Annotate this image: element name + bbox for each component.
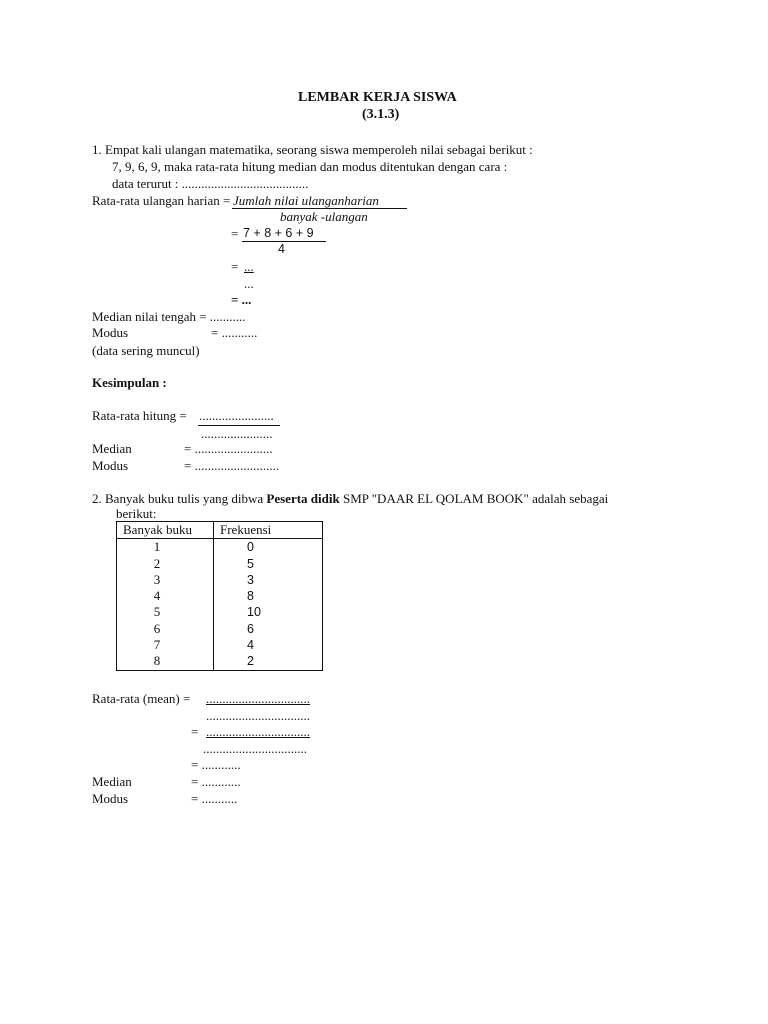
table-cell-frekuensi: 2 [214, 653, 323, 670]
q2-intro [92, 491, 608, 506]
conclusion-heading: Kesimpulan : [92, 375, 167, 390]
q2-median-value: = ............ [191, 774, 241, 789]
q2-eq: = [191, 724, 199, 739]
q1-mean-numerator: Jumlah nilai ulanganharian [233, 193, 379, 208]
q2-mean-numerator-2: ................................ [206, 724, 310, 739]
table-row [117, 572, 323, 588]
q1-modus-value: = ........... [211, 325, 258, 340]
conclusion-modus-value: = .......................... [184, 458, 280, 473]
q2-result: = ............ [191, 757, 241, 772]
table-cell-frekuensi: 10 [214, 604, 323, 620]
table-row [117, 588, 323, 604]
q2-mean-numerator-1: ................................ [206, 691, 310, 706]
q2-mean-denominator-2: ................................ [203, 741, 307, 756]
table-header-banyak-buku: Banyak buku [117, 522, 214, 539]
table-row [117, 637, 323, 653]
table-cell-frekuensi: 8 [214, 588, 323, 604]
table-cell-frekuensi: 0 [214, 539, 323, 556]
page-title: LEMBAR KERJA SISWA [298, 90, 457, 105]
q2-intro-prefix: 2. Banyak buku tulis yang dibwa [92, 491, 267, 506]
table-row [117, 621, 323, 637]
q1-mean-label: Rata-rata ulangan harian = [92, 193, 231, 208]
table-cell-buku: 1 [117, 539, 214, 556]
q1-mean-denominator: banyak -ulangan [280, 209, 368, 224]
q2-intro-bold: Peserta didik [266, 491, 340, 506]
q1-sorted: data terurut : ....................................... [112, 176, 309, 191]
q1-modus-note: (data sering muncul) [92, 343, 200, 358]
q2-mean-label: Rata-rata (mean) = [92, 691, 191, 706]
q1-line1: 1. Empat kali ulangan matematika, seorang siswa memperoleh nilai sebagai berikut : [92, 142, 533, 157]
q1-step-eq: = [231, 259, 239, 274]
table-row [117, 556, 323, 572]
table-header-frekuensi: Frekuensi [214, 522, 323, 539]
q1-calc-eq: = [231, 226, 239, 241]
table-cell-buku: 4 [117, 588, 214, 604]
conclusion-median-value: = ........................ [184, 441, 273, 456]
conclusion-modus-label: Modus [92, 458, 129, 473]
conclusion-mean-label: Rata-rata hitung = [92, 408, 187, 423]
table-cell-frekuensi: 5 [214, 556, 323, 572]
conclusion-mean-denominator: ...................... [201, 426, 273, 441]
table-cell-buku: 3 [117, 572, 214, 588]
frequency-table [116, 521, 323, 671]
table-cell-frekuensi: 6 [214, 621, 323, 637]
q1-step-denominator: ... [244, 276, 254, 291]
q2-intro-line2: berikut: [116, 506, 157, 521]
q1-calc-denominator: 4 [278, 242, 285, 256]
table-row [117, 604, 323, 620]
q1-step-numerator: ... [244, 259, 254, 274]
page-code: (3.1.3) [362, 107, 400, 122]
q1-final: = ... [231, 292, 252, 307]
q2-intro-suffix: SMP "DAAR EL QOLAM BOOK" adalah sebagai [339, 491, 609, 506]
q1-line2: 7, 9, 6, 9, maka rata-rata hitung median dan modus ditentukan dengan cara : [112, 159, 508, 174]
conclusion-mean-numerator: ....................... [199, 408, 274, 423]
q1-modus-label: Modus [92, 325, 129, 340]
table-cell-buku: 5 [117, 604, 214, 620]
q2-mean-denominator-1: ................................ [206, 708, 310, 723]
conclusion-median-label: Median [92, 441, 132, 456]
q2-modus-label: Modus [92, 791, 129, 806]
table-header-row [117, 522, 323, 539]
table-row [117, 539, 323, 556]
table-cell-buku: 8 [117, 653, 214, 670]
table-cell-frekuensi: 3 [214, 572, 323, 588]
table-cell-buku: 6 [117, 621, 214, 637]
table-cell-buku: 7 [117, 637, 214, 653]
q2-median-label: Median [92, 774, 132, 789]
table-cell-frekuensi: 4 [214, 637, 323, 653]
q1-median: Median nilai tengah = ........... [92, 309, 246, 324]
q2-modus-value: = ........... [191, 791, 238, 806]
q1-calc-numerator: 7 + 8 + 6 + 9 [243, 226, 314, 240]
table-cell-buku: 2 [117, 556, 214, 572]
table-row [117, 653, 323, 670]
